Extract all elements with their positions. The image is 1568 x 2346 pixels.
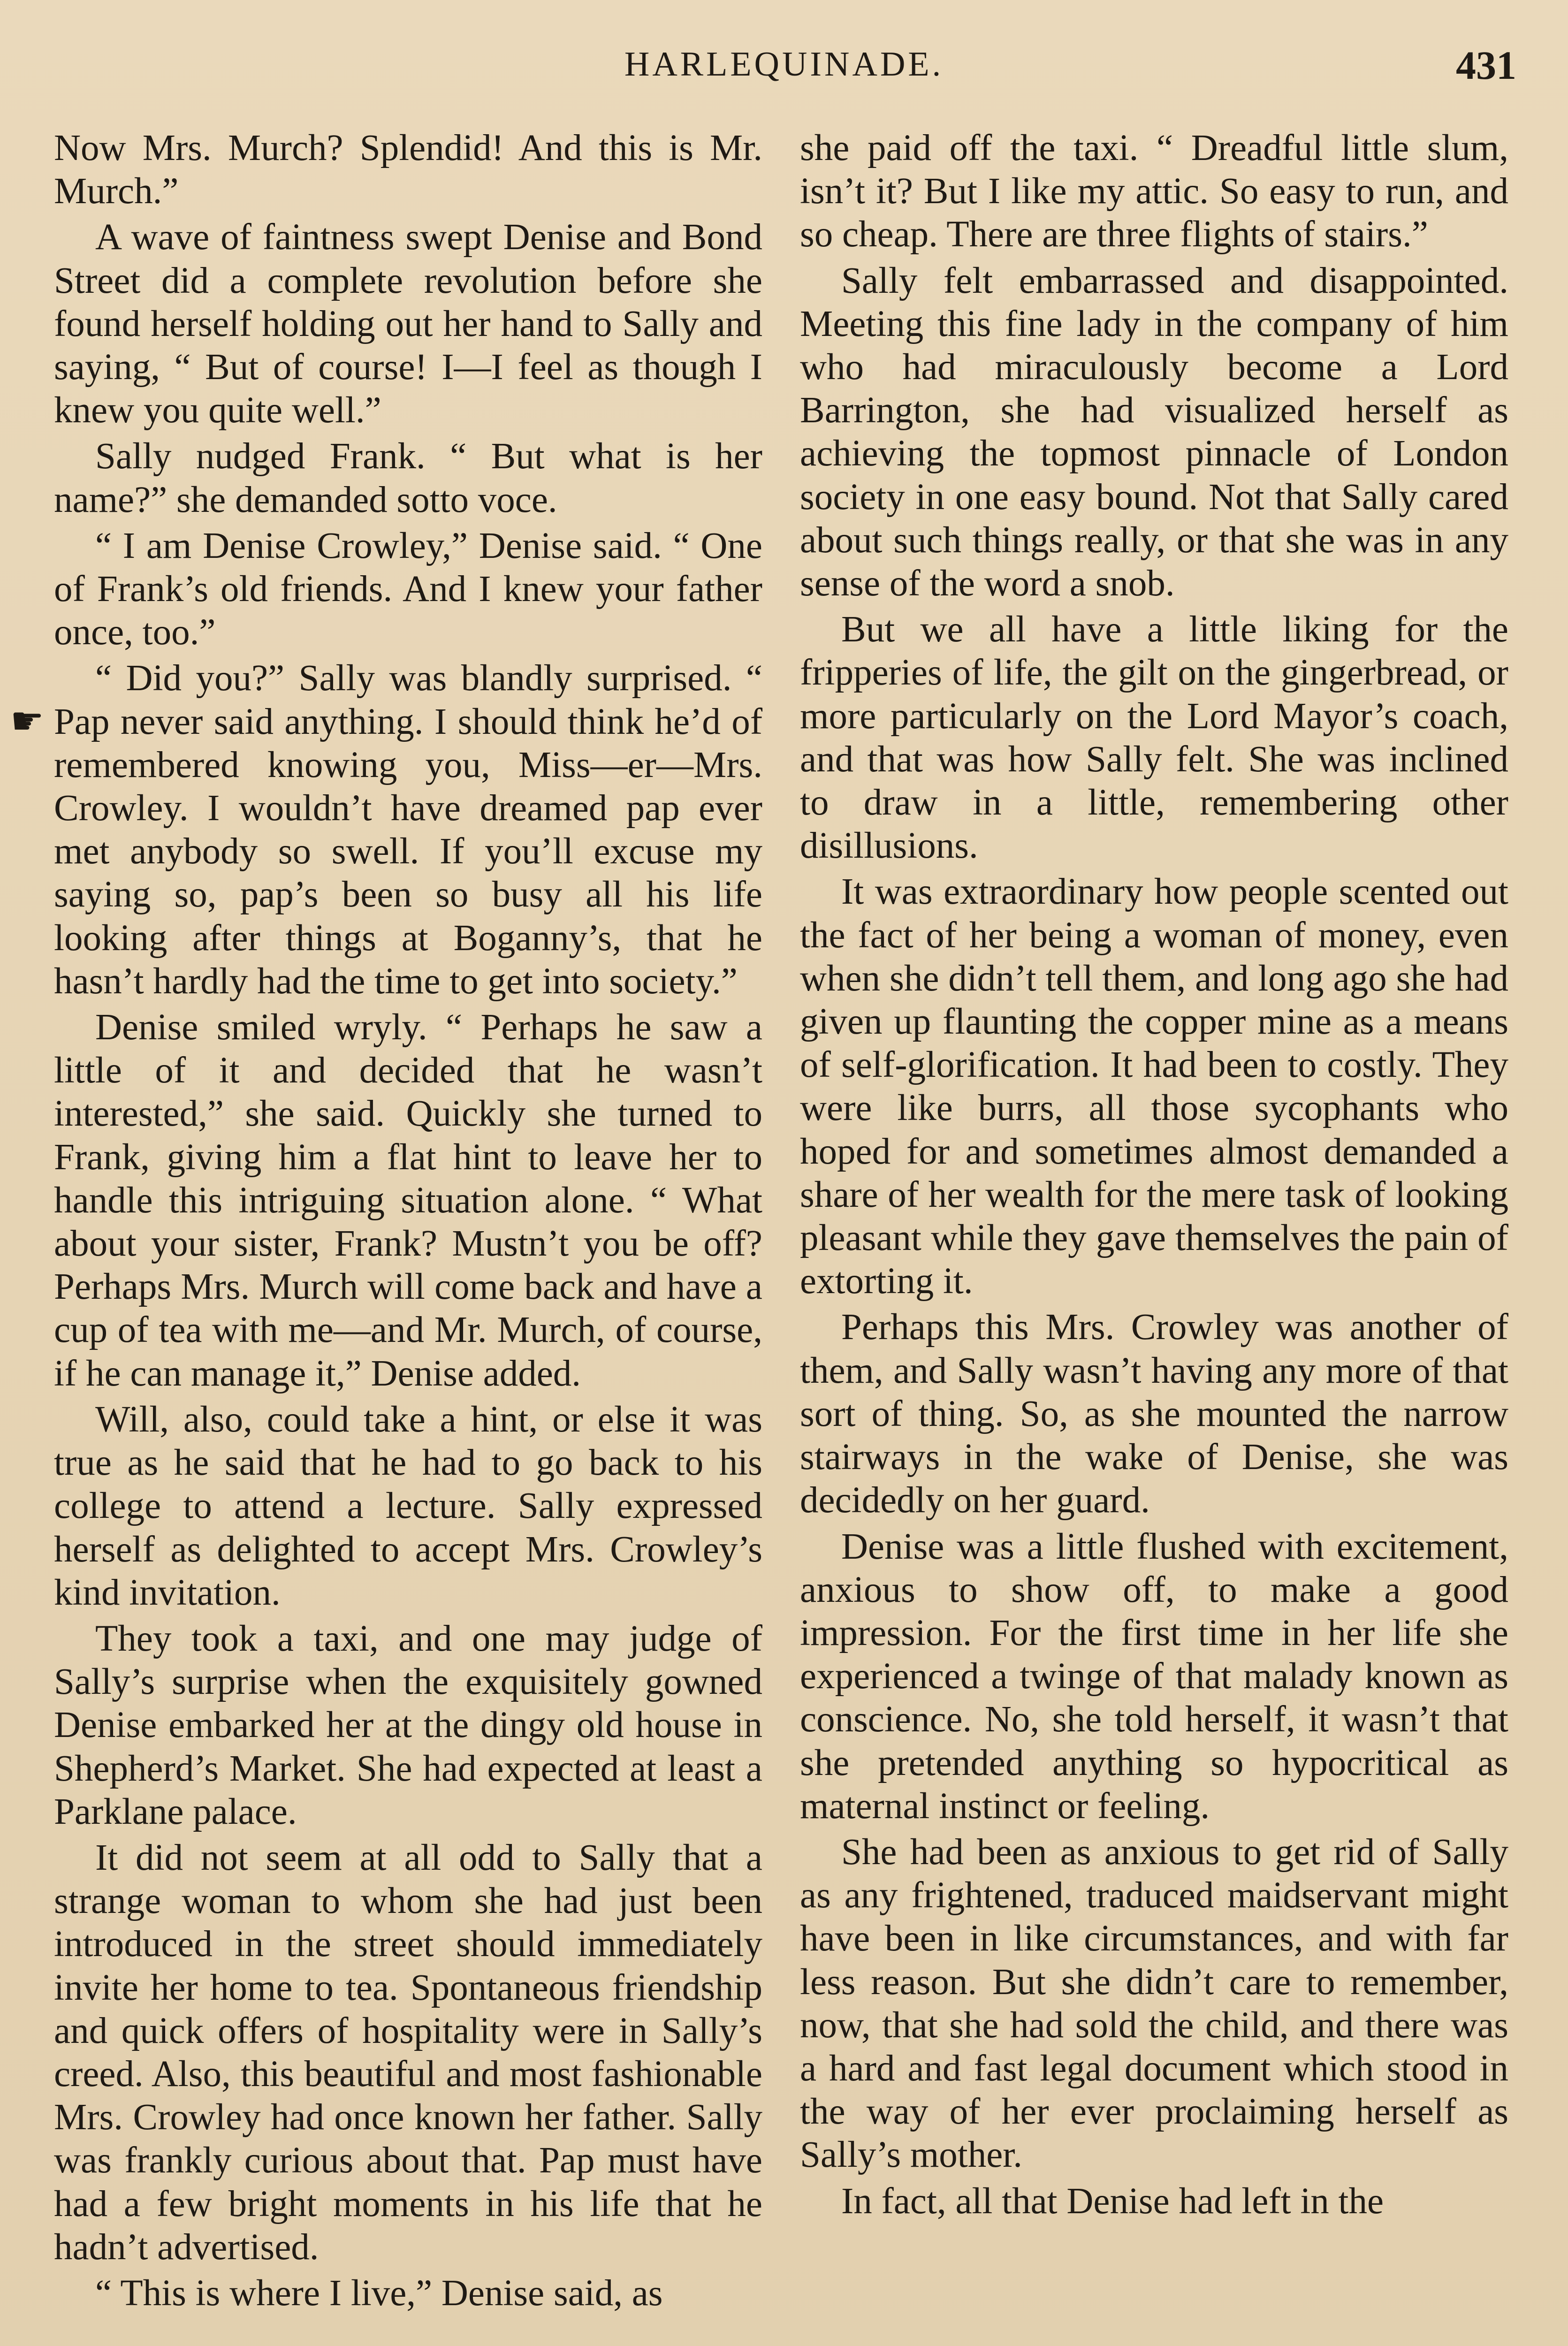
pointing-hand-icon: ☛: [10, 701, 44, 742]
paragraph: A wave of faintness swept Denise and Bond Street did a complete revolution before she found herself holding out her hand to Sally and saying, “ But of course! I—I feel as though I knew you quite well.”: [54, 217, 762, 431]
paragraph: She had been as anxious to get rid of Sally as any frightened, traduced maidservant might have been in like circumstances, and with far less reason. But she didn’t care to remember, now, that she had sold the child, and there was a hard and fast legal document which stood in the way of her ever proclaiming herself as Sally’s mother.: [800, 1831, 1508, 2176]
paragraph: Denise was a little flushed with excitement, anxious to show off, to make a good impression. For the first time in her life she experienced a twinge of that malady known as conscience. No, she told herself, it wasn’t that she pretended anything so hypocritical as maternal instinct or feeling.: [800, 1526, 1508, 1827]
page-number: 431: [1456, 43, 1516, 88]
paragraph: It did not seem at all odd to Sally that a strange woman to whom she had just been introduced in the street should immediately invite her home to tea. Spontaneous friendship and quick offers of hospitality were in Sally’s creed. Also, this beautiful and most fashionable Mrs. Crowley had once known her father. Sally was frankly curious about that. Pap must have had a few bright moments in his life that he hadn’t advertised.: [54, 1837, 762, 2268]
paragraph: Now Mrs. Murch? Splendid! And this is Mr. Murch.”: [54, 128, 762, 212]
page-header: [52, 45, 1516, 96]
paragraph: Sally nudged Frank. “ But what is her name?” she demanded sotto voce.: [54, 436, 762, 520]
paragraph: In fact, all that Denise had left in the: [841, 2180, 1384, 2222]
paragraph: “ This is where I live,” Denise said, as: [95, 2272, 663, 2314]
paragraph: Will, also, could take a hint, or else it was true as he said that he had to go back to his college to attend a lecture. Sally expressed herself as delighted to accept Mrs. Crowley’s kind invitation.: [54, 1399, 762, 1613]
paragraph: Perhaps this Mrs. Crowley was another of them, and Sally wasn’t having any more of that sort of thing. So, as she mounted the narrow stairways in the wake of Denise, she was decidedly on her guard.: [800, 1307, 1508, 1521]
running-title: HARLEQUINADE.: [624, 45, 944, 84]
paragraph: Sally felt embarrassed and disappointed. Meeting this fine lady in the company of him who had miraculously become a Lord Barrington, she had visualized herself as achieving the topmost pinnacle of London society in one easy bound. Not that Sally cared about such things really, or that she was in any sense of the word a snob.: [800, 260, 1508, 604]
paragraph: “ I am Denise Crowley,” Denise said. “ One of Frank’s old friends. And I knew your father once, too.”: [54, 525, 762, 653]
paragraph: They took a taxi, and one may judge of Sally’s surprise when the exquisitely gowned Denise embarked her at the dingy old house in Shepherd’s Market. She had expected at least a Parklane palace.: [54, 1618, 762, 1832]
paragraph: Denise smiled wryly. “ Perhaps he saw a little of it and decided that he wasn’t interested,” she said. Quickly she turned to Frank, giving him a flat hint to leave her to handle this intriguing situation alone. “ What about your sister, Frank? Mustn’t you be off? Perhaps Mrs. Murch will come back and have a cup of tea with me—and Mr. Murch, of course, if he can manage it,” Denise added.: [54, 1007, 762, 1394]
paragraph: But we all have a little liking for the fripperies of life, the gilt on the gingerbread, or more particularly on the Lord Mayor’s coach, and that was how Sally felt. She was inclined to draw in a little, remembering other disillusions.: [800, 609, 1508, 867]
right-text-column: [800, 127, 1508, 2223]
paragraph: “ Did you?” Sally was blandly surprised. “ Pap never said anything. I should think he’d of remembered knowing you, Miss—er—Mrs. Crowley. I wouldn’t have dreamed pap ever met anybody so swell. If you’ll excuse my saying so, pap’s been so busy all his life looking after things at Boganny’s, that he hasn’t hardly had the time to get into society.”: [54, 658, 762, 1002]
left-text-column: [54, 127, 762, 2315]
paragraph: she paid off the taxi. “ Dreadful little slum, isn’t it? But I like my attic. So easy to run, and so cheap. There are three flights of stairs.”: [800, 128, 1508, 255]
paragraph: It was extraordinary how people scented out the fact of her being a woman of money, even when she didn’t tell them, and long ago she had given up flaunting the copper mine as a means of self-glorification. It had been to costly. They were like burrs, all those sycophants who hoped for and sometimes almost demanded a share of her wealth for the mere task of looking pleasant while they gave themselves the pain of extorting it.: [800, 871, 1508, 1302]
